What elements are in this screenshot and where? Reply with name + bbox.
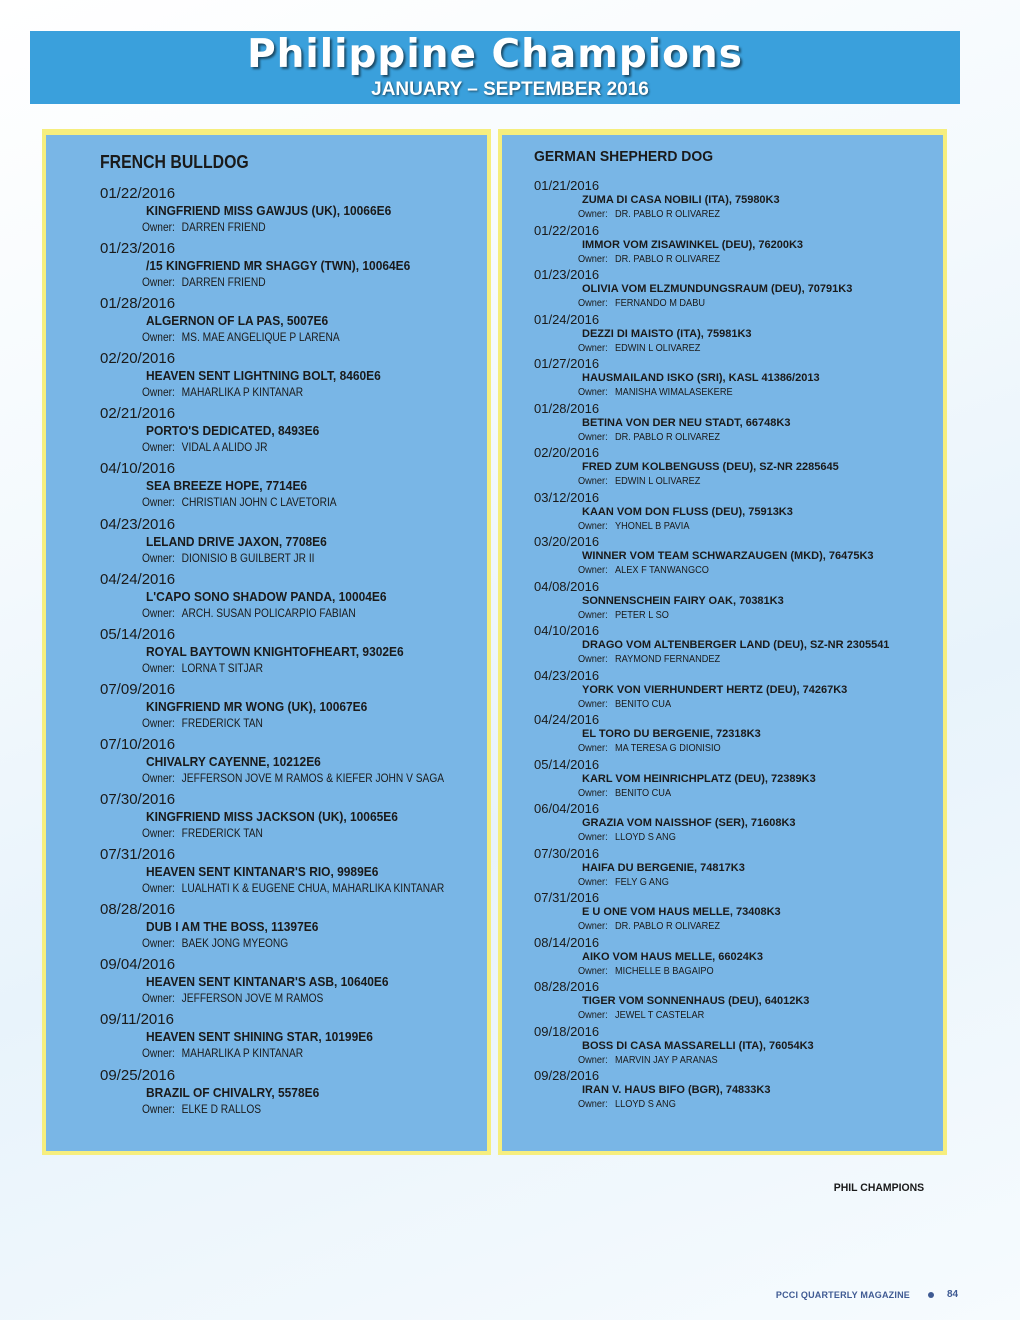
- champion-entry: [100, 791, 490, 846]
- champion-entry: [100, 405, 490, 460]
- owner-name: ELKE D RALLOS: [181, 1101, 262, 1116]
- champion-entry: [100, 736, 490, 791]
- dog-name: DUB I AM THE BOSS, 11397E6: [146, 919, 319, 935]
- owner-label: Owner:: [578, 743, 608, 754]
- champion-entry: [100, 516, 490, 571]
- dog-name: L'CAPO SONO SHADOW PANDA, 10004E6: [146, 588, 387, 604]
- champion-date: 04/10/2016: [534, 623, 600, 638]
- owner-label: Owner:: [578, 654, 608, 665]
- champion-entry: [100, 1011, 490, 1066]
- owner-label: Owner:: [578, 431, 608, 443]
- owner-name: DR. PABLO R OLIVAREZ: [615, 921, 720, 932]
- champion-date: 02/21/2016: [100, 405, 176, 423]
- champion-date: 08/28/2016: [100, 901, 176, 919]
- owner-label: Owner:: [578, 1010, 608, 1021]
- owner-label: Owner:: [142, 495, 175, 510]
- champion-entry: [534, 224, 944, 269]
- dog-name: KINGFRIEND MR WONG (UK), 10067E6: [146, 698, 368, 714]
- owner-name: LUALHATI K & EUGENE CHUA, MAHARLIKA KINTANAR: [181, 881, 445, 896]
- owner-line: [578, 253, 915, 267]
- dog-name: KAAN VOM DON FLUSS (DEU), 75913K3: [582, 505, 793, 518]
- owner-label: Owner:: [578, 698, 608, 710]
- owner-line: [142, 274, 438, 290]
- champion-date: 09/25/2016: [100, 1066, 176, 1084]
- owner-name: MAHARLIKA P KINTANAR: [181, 1046, 304, 1061]
- champion-list: [100, 185, 490, 1122]
- owner-line: [578, 342, 915, 356]
- owner-name: MANISHA WIMALASEKERE: [615, 387, 733, 398]
- owner-name: YHONEL B PAVIA: [615, 520, 690, 532]
- dog-name: HEAVEN SENT LIGHTNING BOLT, 8460E6: [146, 368, 381, 384]
- champion-entry: [100, 240, 490, 295]
- dog-name: KINGFRIEND MISS GAWJUS (UK), 10066E6: [146, 203, 392, 218]
- champion-date: 09/18/2016: [534, 1023, 600, 1039]
- owner-label: Owner:: [578, 876, 608, 888]
- owner-name: JEWEL T CASTELAR: [615, 1010, 705, 1021]
- champion-entry: [534, 980, 944, 1025]
- champion-entry: [534, 402, 944, 447]
- dog-name: KINGFRIEND MISS JACKSON (UK), 10065E6: [146, 809, 398, 825]
- owner-line: [578, 564, 915, 578]
- owner-label: Owner:: [142, 770, 175, 785]
- owner-name: LLOYD S ANG: [615, 832, 676, 843]
- owner-label: Owner:: [142, 660, 175, 675]
- dog-name: IMMOR VOM ZISAWINKEL (DEU), 76200K3: [582, 238, 804, 251]
- champion-entry: [100, 1067, 490, 1122]
- owner-line: [142, 990, 438, 1006]
- champion-entry: [100, 846, 490, 901]
- owner-name: RAYMOND FERNANDEZ: [615, 654, 721, 665]
- owner-label: Owner:: [578, 921, 608, 932]
- owner-name: FERNANDO M DABU: [615, 298, 705, 309]
- dog-name: KARL VOM HEINRICHPLATZ (DEU), 72389K3: [582, 772, 816, 785]
- owner-line: [142, 219, 438, 235]
- champion-entry: [534, 1025, 944, 1070]
- owner-label: Owner:: [578, 787, 608, 799]
- dog-name: BRAZIL OF CHIVALRY, 5578E6: [146, 1084, 320, 1100]
- page-subtitle: JANUARY – SEPTEMBER 2016: [371, 79, 649, 100]
- dog-name: GRAZIA VOM NAISSHOF (SER), 71608K3: [582, 817, 796, 829]
- owner-label: Owner:: [578, 832, 608, 843]
- owner-line: [578, 965, 915, 979]
- champion-entry: [534, 758, 944, 803]
- champion-date: 05/14/2016: [100, 625, 176, 643]
- owner-name: DARREN FRIEND: [181, 220, 266, 234]
- dog-name: YORK VON VIERHUNDERT HERTZ (DEU), 74267K3: [582, 683, 848, 696]
- champion-date: 04/10/2016: [100, 460, 176, 478]
- champion-entry: [534, 669, 944, 714]
- champion-date: 08/14/2016: [534, 934, 600, 950]
- champion-date: 01/27/2016: [534, 356, 600, 371]
- owner-line: [578, 208, 915, 222]
- champion-date: 01/23/2016: [100, 240, 176, 258]
- champion-date: 07/31/2016: [534, 890, 600, 905]
- breed-heading: FRENCH BULLDOG: [100, 152, 249, 172]
- owner-line: [142, 880, 445, 896]
- owner-label: Owner:: [142, 330, 175, 345]
- owner-label: Owner:: [142, 550, 175, 565]
- page-title: Philippine Champions: [247, 32, 743, 77]
- owner-name: DARREN FRIEND: [181, 275, 266, 290]
- owner-name: BAEK JONG MYEONG: [181, 936, 289, 951]
- owner-label: Owner:: [578, 565, 608, 576]
- dog-name: IRAN V. HAUS BIFO (BGR), 74833K3: [582, 1084, 771, 1096]
- dog-name: TIGER VOM SONNENHAUS (DEU), 64012K3: [582, 995, 810, 1007]
- owner-label: Owner:: [578, 1054, 608, 1066]
- owner-name: DR. PABLO R OLIVAREZ: [615, 253, 720, 265]
- owner-label: Owner:: [142, 605, 175, 620]
- owner-line: [578, 920, 915, 934]
- owner-name: VIDAL A ALIDO JR: [181, 440, 268, 455]
- owner-line: [142, 1045, 438, 1061]
- champion-date: 09/28/2016: [534, 1068, 600, 1083]
- champion-entry: [534, 446, 944, 491]
- dog-name: WINNER VOM TEAM SCHWARZAUGEN (MKD), 76475K3: [582, 550, 874, 562]
- owner-label: Owner:: [142, 1101, 175, 1116]
- champion-date: 01/22/2016: [534, 222, 600, 238]
- owner-name: JEFFERSON JOVE M RAMOS & KIEFER JOHN V SAGA: [181, 770, 445, 785]
- champion-entry: [100, 956, 490, 1011]
- champion-date: 04/23/2016: [534, 667, 600, 683]
- dog-name: DEZZI DI MAISTO (ITA), 75981K3: [582, 327, 752, 340]
- owner-label: Owner:: [578, 609, 608, 621]
- champion-date: 04/08/2016: [534, 578, 600, 594]
- dog-name: SONNENSCHEIN FAIRY OAK, 70381K3: [582, 594, 784, 607]
- owner-name: DIONISIO B GUILBERT JR II: [181, 550, 315, 565]
- dog-name: HAUSMAILAND ISKO (SRI), KASL 41386/2013: [582, 372, 820, 384]
- dog-name: HAIFA DU BERGENIE, 74817K3: [582, 861, 745, 874]
- champion-list: [534, 179, 944, 1114]
- dog-name: /15 KINGFRIEND MR SHAGGY (TWN), 10064E6: [146, 258, 411, 274]
- owner-line: [578, 520, 915, 534]
- champion-entry: [534, 891, 944, 936]
- champion-entry: [100, 350, 490, 405]
- owner-label: Owner:: [578, 209, 608, 220]
- owner-label: Owner:: [578, 342, 608, 354]
- owner-line: [578, 698, 915, 712]
- champion-date: 01/22/2016: [100, 185, 176, 202]
- owner-label: Owner:: [578, 965, 608, 977]
- champion-date: 01/24/2016: [534, 311, 600, 327]
- owner-name: EDWIN L OLIVAREZ: [615, 342, 701, 354]
- dog-name: HEAVEN SENT SHINING STAR, 10199E6: [146, 1029, 373, 1045]
- dog-name: CHIVALRY CAYENNE, 10212E6: [146, 753, 321, 769]
- owner-name: EDWIN L OLIVAREZ: [615, 476, 701, 487]
- champion-date: 01/28/2016: [100, 295, 176, 313]
- owner-label: Owner:: [578, 387, 608, 398]
- owner-line: [142, 329, 438, 345]
- owner-name: MA TERESA G DIONISIO: [615, 743, 721, 754]
- owner-name: DR. PABLO R OLIVAREZ: [615, 431, 720, 443]
- owner-line: [578, 297, 915, 311]
- champion-date: 09/11/2016: [100, 1011, 174, 1029]
- owner-line: [578, 787, 915, 801]
- champion-date: 09/04/2016: [100, 956, 176, 974]
- champion-date: 01/28/2016: [534, 400, 600, 416]
- section-label: PHIL CHAMPIONS: [833, 1182, 924, 1194]
- dog-name: HEAVEN SENT KINTANAR'S ASB, 10640E6: [146, 974, 389, 990]
- dog-name: HEAVEN SENT KINTANAR'S RIO, 9989E6: [146, 864, 379, 880]
- champion-date: 07/09/2016: [100, 680, 176, 698]
- champion-date: 06/04/2016: [534, 801, 600, 816]
- champion-date: 04/24/2016: [534, 712, 600, 727]
- champion-date: 02/20/2016: [100, 350, 176, 368]
- champion-entry: [100, 901, 490, 956]
- champion-entry: [100, 626, 490, 681]
- champion-entry: [534, 535, 944, 580]
- dog-name: EL TORO DU BERGENIE, 72318K3: [582, 728, 761, 740]
- owner-line: [142, 550, 438, 566]
- owner-name: MS. MAE ANGELIQUE P LARENA: [181, 330, 340, 345]
- owner-line: [142, 439, 438, 455]
- owner-line: [142, 384, 438, 400]
- owner-line: [142, 715, 438, 731]
- owner-line: [142, 770, 445, 786]
- champion-entry: [100, 185, 490, 240]
- bullet-icon: [928, 1292, 934, 1298]
- champion-date: 07/30/2016: [100, 791, 176, 809]
- owner-line: [142, 605, 438, 621]
- owner-name: FREDERICK TAN: [181, 715, 263, 730]
- dog-name: ALGERNON OF LA PAS, 5007E6: [146, 313, 329, 329]
- owner-name: ARCH. SUSAN POLICARPIO FABIAN: [181, 605, 356, 620]
- champion-entry: [100, 460, 490, 515]
- owner-line: [578, 876, 915, 890]
- owner-name: FREDERICK TAN: [181, 826, 263, 841]
- champion-entry: [534, 179, 944, 224]
- owner-line: [578, 609, 915, 623]
- champion-entry: [534, 936, 944, 981]
- owner-line: [142, 935, 438, 951]
- dog-name: BETINA VON DER NEU STADT, 66748K3: [582, 416, 791, 429]
- owner-line: [142, 494, 438, 510]
- owner-line: [578, 386, 915, 400]
- dog-name: LELAND DRIVE JAXON, 7708E6: [146, 533, 327, 549]
- champion-date: 03/12/2016: [534, 489, 600, 505]
- owner-name: MARVIN JAY P ARANAS: [615, 1054, 718, 1066]
- champion-date: 05/14/2016: [534, 756, 600, 772]
- owner-name: MICHELLE B BAGAIPO: [615, 965, 714, 977]
- owner-name: BENITO CUA: [615, 698, 672, 710]
- champion-entry: [534, 847, 944, 892]
- owner-line: [578, 831, 915, 845]
- owner-name: CHRISTIAN JOHN C LAVETORIA: [181, 495, 337, 510]
- owner-line: [142, 1101, 438, 1117]
- champion-date: 02/20/2016: [534, 445, 600, 460]
- owner-line: [578, 653, 915, 667]
- dog-name: FRED ZUM KOLBENGUSS (DEU), SZ-NR 2285645: [582, 461, 839, 473]
- owner-name: LLOYD S ANG: [615, 1099, 676, 1110]
- dog-name: BOSS DI CASA MASSARELLI (ITA), 76054K3: [582, 1039, 814, 1052]
- champion-entry: [534, 268, 944, 313]
- owner-name: BENITO CUA: [615, 787, 672, 799]
- owner-label: Owner:: [142, 220, 175, 234]
- dog-name: DRAGO VOM ALTENBERGER LAND (DEU), SZ-NR 2305541: [582, 639, 890, 651]
- owner-label: Owner:: [142, 440, 175, 455]
- owner-line: [578, 1098, 915, 1112]
- champion-entry: [100, 295, 490, 350]
- owner-label: Owner:: [578, 476, 608, 487]
- breed-heading: GERMAN SHEPHERD DOG: [534, 148, 714, 165]
- owner-name: LORNA T SITJAR: [181, 660, 263, 675]
- owner-label: Owner:: [142, 385, 175, 400]
- owner-line: [578, 1009, 915, 1023]
- champion-entry: [534, 713, 944, 758]
- owner-name: MAHARLIKA P KINTANAR: [181, 385, 304, 400]
- champion-entry: [534, 357, 944, 402]
- dog-name: SEA BREEZE HOPE, 7714E6: [146, 478, 308, 494]
- french-bulldog-column: [100, 152, 490, 1122]
- champion-date: 07/10/2016: [100, 735, 176, 753]
- champion-entry: [534, 313, 944, 358]
- page-number: 84: [947, 1289, 959, 1300]
- champion-entry: [534, 624, 944, 669]
- owner-label: Owner:: [142, 715, 175, 730]
- owner-name: DR. PABLO R OLIVAREZ: [615, 209, 720, 220]
- owner-label: Owner:: [578, 1099, 608, 1110]
- champion-date: 04/24/2016: [100, 570, 176, 588]
- owner-label: Owner:: [142, 936, 175, 951]
- owner-label: Owner:: [142, 275, 175, 290]
- champion-date: 07/31/2016: [100, 846, 176, 864]
- owner-label: Owner:: [578, 298, 608, 309]
- owner-name: JEFFERSON JOVE M RAMOS: [181, 991, 324, 1006]
- champion-entry: [534, 580, 944, 625]
- owner-label: Owner:: [142, 1046, 175, 1061]
- dog-name: E U ONE VOM HAUS MELLE, 73408K3: [582, 906, 781, 918]
- owner-line: [578, 475, 915, 489]
- owner-line: [578, 742, 915, 756]
- champion-entry: [534, 802, 944, 847]
- champion-date: 08/28/2016: [534, 979, 600, 994]
- champion-date: 03/20/2016: [534, 534, 600, 549]
- dog-name: AIKO VOM HAUS MELLE, 66024K3: [582, 950, 763, 963]
- owner-line: [142, 825, 438, 841]
- owner-label: Owner:: [142, 991, 175, 1006]
- champion-entry: [100, 571, 490, 626]
- owner-label: Owner:: [142, 826, 175, 841]
- owner-label: Owner:: [578, 520, 608, 532]
- champion-entry: [534, 1069, 944, 1114]
- champion-entry: [100, 681, 490, 736]
- champion-date: 04/23/2016: [100, 515, 176, 533]
- champion-date: 01/21/2016: [534, 178, 600, 193]
- magazine-name: PCCI QUARTERLY MAGAZINE: [775, 1290, 910, 1300]
- owner-label: Owner:: [578, 253, 608, 265]
- owner-label: Owner:: [142, 881, 175, 896]
- champion-date: 07/30/2016: [534, 845, 600, 861]
- dog-name: ROYAL BAYTOWN KNIGHTOFHEART, 9302E6: [146, 643, 404, 659]
- champion-entry: [534, 491, 944, 536]
- owner-name: FELY G ANG: [615, 876, 669, 888]
- owner-line: [578, 1054, 915, 1068]
- german-shepherd-column: [534, 148, 944, 1114]
- owner-name: ALEX F TANWANGCO: [615, 565, 709, 576]
- owner-name: PETER L SO: [615, 609, 669, 621]
- champion-date: 01/23/2016: [534, 267, 600, 282]
- dog-name: PORTO'S DEDICATED, 8493E6: [146, 423, 320, 439]
- dog-name: OLIVIA VOM ELZMUNDUNGSRAUM (DEU), 70791K3: [582, 283, 853, 295]
- owner-line: [578, 431, 915, 445]
- owner-line: [142, 660, 438, 676]
- dog-name: ZUMA DI CASA NOBILI (ITA), 75980K3: [582, 194, 780, 206]
